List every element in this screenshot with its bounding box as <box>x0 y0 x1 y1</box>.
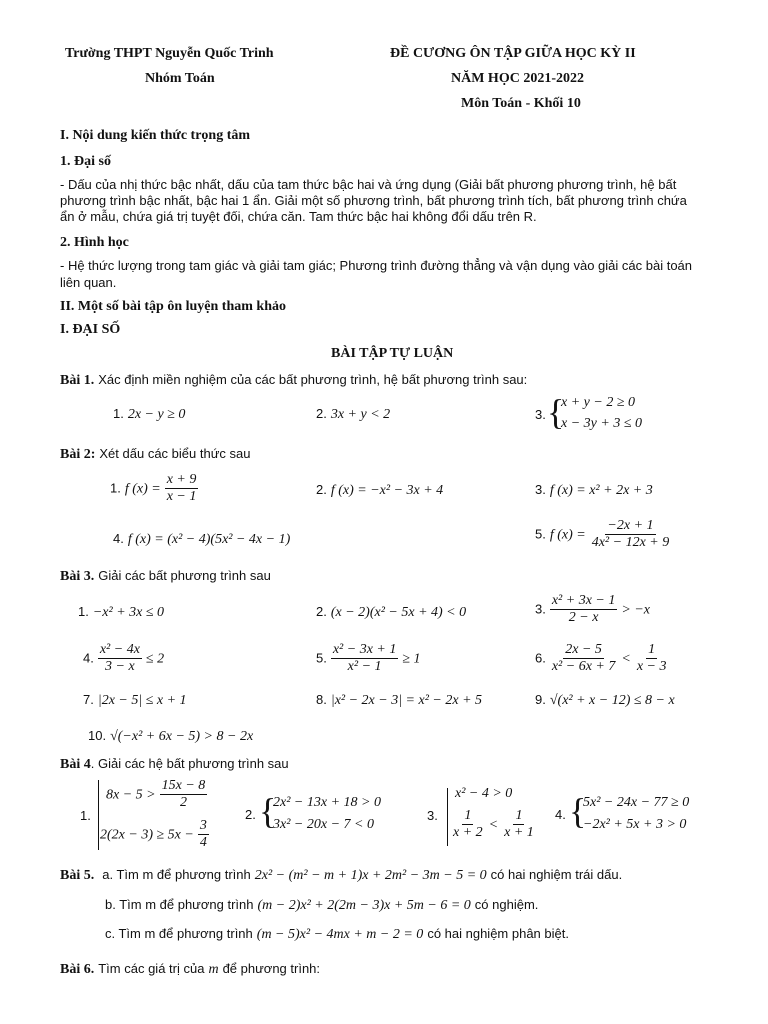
exercise-2-label: Bài 2: <box>60 447 96 462</box>
exercise-3-item-4: 4. $\frac{\text{x² − 4x}}{3 - x}$ ≤ 2 <box>83 642 165 675</box>
exercise-1-label: Bài 1. <box>60 373 95 388</box>
exercise-title: BÀI TẬP TỰ LUẬN <box>331 346 454 361</box>
system-brace-icon: { <box>547 392 565 432</box>
system-brace-icon <box>98 780 99 850</box>
exercise-4-prompt <box>60 755 289 773</box>
exercise-1-item-1: 1. 2x − y ≥ 0 <box>113 406 186 422</box>
system-brace-icon <box>447 788 448 846</box>
exercise-1-expr-3a: x + y − 2 ≥ 0 <box>561 395 636 410</box>
school-name: Trường THPT Nguyễn Quốc Trinh <box>65 46 274 61</box>
geometry-text-line-1: - Hệ thức lượng trong tam giác và giải tam giác; Phương trình đường thẳng và vận dụng vào giải các bài toán <box>60 258 693 273</box>
exercise-5-part-b: b. Tìm m để phương trình (m − 2)x² + 2(2m − 3)x + 5m − 6 = 0 có nghiệm. <box>105 897 539 913</box>
document-title: ĐỀ CƯƠNG ÔN TẬP GIỮA HỌC KỲ II <box>390 46 636 61</box>
geometry-text-line-2: liên quan. <box>60 275 117 290</box>
exercise-3-item-3: 3. $\frac{\text{x² + 3x − 1}}{2 - x}$ > −x <box>535 593 650 626</box>
exercise-3-item-5: 5. $\frac{\text{x² − 3x + 1}}{\text{x² − 1}}$ ≥ 1 <box>316 642 421 675</box>
exercise-3-item-7: 7. |2x − 5| ≤ x + 1 <box>83 692 187 708</box>
exercise-1-expr-1: 2x − y ≥ 0 <box>127 407 186 422</box>
exercise-5-part-c: c. Tìm m để phương trình (m − 5)x² − 4mx + m − 2 = 0 có hai nghiệm phân biệt. <box>105 926 569 942</box>
exercise-3-prompt <box>60 567 271 585</box>
exercise-4-text: . Giải các hệ bất phương trình sau <box>90 756 289 771</box>
algebra-text-line-1: - Dấu của nhị thức bậc nhất, dấu của tam thức bậc hai và ứng dụng (Giải bất phương phương trình, hệ bất <box>60 177 677 192</box>
exercise-2-text: Xét dấu các biểu thức sau <box>99 446 251 461</box>
exercise-2-prompt <box>60 445 250 463</box>
exercise-3-item-9: 9. √(x² + x − 12) ≤ 8 − x <box>535 692 675 708</box>
system-brace-icon: { <box>259 791 277 831</box>
subject-label: Môn Toán - Khối 10 <box>461 96 581 111</box>
exercise-2-item-4: 4. f (x) = (x² − 4)(5x² − 4x − 1) <box>113 531 291 547</box>
geometry-heading: 2. Hình học <box>60 235 129 250</box>
section-1-heading: I. Nội dung kiến thức trọng tâm <box>60 128 251 143</box>
exercise-2-item-5: 5. f (x) = $\frac{-2x + 1}{\text{4x² − 12x + 9}}$ <box>535 518 670 551</box>
exercise-3-text: Giải các bất phương trình sau <box>98 568 271 583</box>
section-2-heading: II. Một số bài tập ôn luyện tham khảo <box>60 299 286 314</box>
exercise-1-prompt <box>60 371 527 389</box>
exercise-3-item-8: 8. |x² − 2x − 3| = x² − 2x + 5 <box>316 692 483 708</box>
exercise-3-label: Bài 3. <box>60 569 95 584</box>
exercise-6-prompt: Bài 6. Tìm các giá trị của m để phương trình: <box>60 961 321 977</box>
exercise-2-item-1: 1. f (x) = $\frac{x + 9}{x - 1}$ <box>110 472 197 505</box>
exercise-3-item-6: 6. $\frac{2x - 5}{\text{x² − 6x + 7}}$ < $\frac{1}{x - 3}$ <box>535 642 667 675</box>
exercise-1-item-2: 2. 3x + y < 2 <box>316 406 391 422</box>
document-page: Trường THPT Nguyễn Quốc Trinh Nhóm Toán ĐỀ CƯƠNG ÔN TẬP GIỮA HỌC KỲ II NĂM HỌC 2021-2022 Môn Toán - Khối 10 I. Nội dung kiến thức trọng tâm 1. Đại số - Dấu của nhị thức bậc nhất, dấu của tam thức bậc hai và ứng dụng (Giải bất phương phương trình, hệ bất phương trình bậc nhất, bậc hai 1 ẩn. Giải một số phương trình, bất phương trình tích, bất phương trình chứa ẩn ở mẫu, chứa giá trị tuyệt đối, chứa căn. Tam thức bậc hai không đổi dấu trên R. 2. Hình học - Hệ thức lượng trong tam giác và giải tam giác; Phương trình đường thẳng và vận dụng vào giải các bài toán liên quan. II. Một số bài tập ôn luyện tham khảo I. ĐẠI SỐ BÀI TẬP TỰ LUẬN Bài 1. Xác định miền nghiệm của các bất phương trình, hệ bất phương trình sau: 1. 2x − y ≥ 0 2. 3x + y < 2 3. { x + y − 2 ≥ 0 x − 3y + 3 ≤ 0 Bài 2: Xét dấu các biểu thức sau 1. f (x) = $\frac{x + 9}{x - 1}$ 2. f (x) = −x² − 3x + 4 3. f (x) = x² + 2x + 3 4. f (x) = (x² − 4)(5x² − 4x − 1) 5. f (x) = $\frac{-2x + 1}{\text{4x² − 12x + 9}}$ Bài 3. Giải các bất phương trình sau 1. −x² + 3x ≤ 0 2. (x − 2)(x² − 5x + 4) < 0 3. $\frac{\text{x² + 3x − 1}}{2 - x}$ > −x 4. $\frac{\text{x² − 4x}}{3 - x}$ ≤ 2 5. $\frac{\text{x² − 3x + 1}}{\text{x² − 1}}$ ≥ 1 6. $\frac{2x - 5}{\text{x² − 6x + 7}}$ < $\frac{1}{x - 3}$ 7. |2x − 5| ≤ x + 1 8. |x² − 2x − 3| = x² − 2x + 5 9. √(x² + x − 12) ≤ 8 − x 10. √(−x² + 6x − 5) > 8 − 2x Bài 4. Giải các hệ bất phương trình sau 1. 8x − 5 > $\frac{15x - 8}{2}$ 2(2x − 3) ≥ 5x − $\frac{3}{4}$ 2. { 2x² − 13x + 18 > 0 3x² − 20x − 7 < 0 3. x² − 4 > 0 $\frac{1}{x + 2}$ < $\frac{1}{x + 1}$ 4. { 5x² − 24x − 77 ≥ 0 −2x² + 5x + 3 > 0 Bài 5. a. Tìm m để phương trình 2x² − (m² − m + 1)x + 2m² − 3m − 5 = 0 có hai nghiệm trái dấu. b. Tìm m để phương trình (m − 2)x² + 2(2m − 3)x + 5m − 6 = 0 có nghiệm. c. Tìm m để phương trình (m − 5)x² − 4mx + m − 2 = 0 có hai nghiệm phân biệt. Bài 6. Tìm các giá trị của m để phương trình: <box>60 46 693 977</box>
exercise-5-part-a: Bài 5. a. Tìm m để phương trình 2x² − (m² − m + 1)x + 2m² − 3m − 5 = 0 có hai nghiệm trái dấu. <box>60 867 623 883</box>
exercise-5-label: Bài 5. <box>60 868 95 883</box>
algebra-text-line-2: phương trình bậc nhất, bậc hai 1 ẩn. Giải một số phương trình, bất phương trình tích, bất phương trình chứa <box>60 193 687 208</box>
group-name: Nhóm Toán <box>145 71 215 86</box>
exercise-1-text: Xác định miền nghiệm của các bất phương trình, hệ bất phương trình sau: <box>98 372 528 387</box>
algebra-part-heading: I. ĐẠI SỐ <box>60 322 121 337</box>
exercise-2-item-2: 2. f (x) = −x² − 3x + 4 <box>316 482 444 498</box>
exercise-6-label: Bài 6. <box>60 962 95 977</box>
exercise-4-label: Bài 4 <box>60 757 91 772</box>
algebra-text-line-3: ẩn ở mẫu, chứa giá trị tuyệt đối, chứa căn. Tam thức bậc hai không đổi dấu trên R. <box>60 209 537 224</box>
exercise-3-item-2: 2. (x − 2)(x² − 5x + 4) < 0 <box>316 604 467 620</box>
system-brace-icon: { <box>569 791 587 831</box>
exercise-3-item-10: 10. √(−x² + 6x − 5) > 8 − 2x <box>88 728 254 744</box>
exercise-1-expr-2: 3x + y < 2 <box>330 407 391 422</box>
exercise-2-item-3: 3. f (x) = x² + 2x + 3 <box>535 482 653 498</box>
exercise-1-expr-3b: x − 3y + 3 ≤ 0 <box>561 416 643 431</box>
algebra-heading: 1. Đại số <box>60 154 111 169</box>
school-year: NĂM HỌC 2021-2022 <box>451 71 584 86</box>
exercise-3-item-1: 1. −x² + 3x ≤ 0 <box>78 604 165 620</box>
